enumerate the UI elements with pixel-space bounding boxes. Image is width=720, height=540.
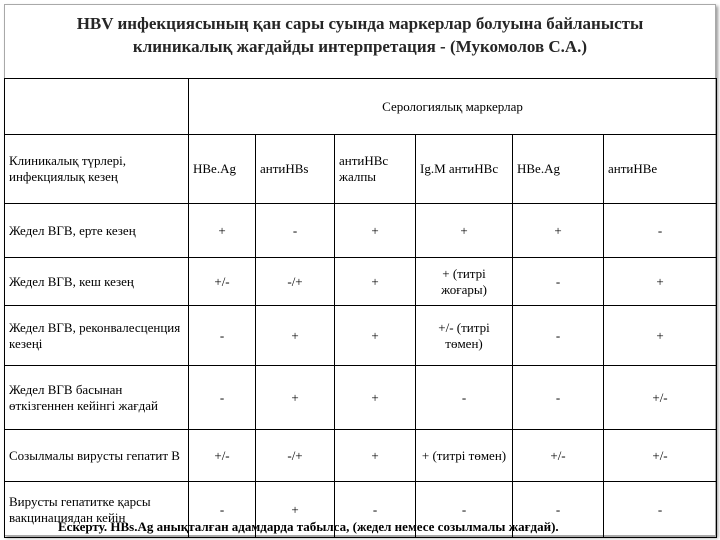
value-cell: + (титрі жоғары) bbox=[416, 258, 513, 306]
stage-cell: Вирусты гепатитке қарсы вакцинациядан кейін bbox=[5, 482, 189, 538]
value-cell: + bbox=[335, 366, 416, 430]
value-cell: - bbox=[513, 366, 604, 430]
table-row bbox=[5, 306, 717, 366]
column-header-antihbe: антиHBe bbox=[604, 135, 717, 204]
value-cell: +/- (титрі төмен) bbox=[416, 306, 513, 366]
value-cell: + bbox=[513, 204, 604, 258]
value-cell: -/+ bbox=[256, 258, 335, 306]
column-header-antihbs: антиHBs bbox=[256, 135, 335, 204]
title-line-2: клиникалық жағдайды интерпретация - (Мукомолов С.А.) bbox=[132, 37, 588, 56]
column-header-row bbox=[5, 135, 717, 204]
stage-cell: Жедел ВГВ, кеш кезең bbox=[5, 258, 189, 306]
column-header-igm-antihbc: Ig.M антиHBc bbox=[416, 135, 513, 204]
footnote: Ескерту. HBs.Ag анықталған адамдарда табылса, (жедел немесе созылмалы жағдай). bbox=[58, 519, 559, 534]
value-cell: - bbox=[513, 306, 604, 366]
stage-cell: Жедел ВГВ, реконвалесценция кезеңі bbox=[5, 306, 189, 366]
table-row bbox=[5, 204, 717, 258]
title-line-1: HBV инфекциясының қан сары суында маркерлар болуына байланысты bbox=[76, 14, 644, 33]
column-header-hbeag-2: HBe.Ag bbox=[513, 135, 604, 204]
value-cell: - bbox=[189, 482, 256, 538]
value-cell: - bbox=[604, 204, 717, 258]
value-cell: + bbox=[604, 306, 717, 366]
group-header: Серологиялық маркерлар bbox=[189, 79, 717, 135]
value-cell: + bbox=[604, 258, 717, 306]
value-cell: + bbox=[416, 204, 513, 258]
stage-cell: Созылмалы вирусты гепатит В bbox=[5, 430, 189, 482]
value-cell: + bbox=[189, 204, 256, 258]
value-cell: + bbox=[335, 306, 416, 366]
value-cell: - bbox=[189, 366, 256, 430]
stage-cell: Жедел ВГВ басынан өткізгеннен кейінгі жағдай bbox=[5, 366, 189, 430]
value-cell: - bbox=[513, 258, 604, 306]
value-cell: +/- bbox=[513, 430, 604, 482]
header-empty-cell bbox=[5, 79, 189, 135]
value-cell: +/- bbox=[189, 258, 256, 306]
value-cell: - bbox=[335, 482, 416, 538]
value-cell: + bbox=[335, 430, 416, 482]
column-header-stage: Клиникалық түрлері, инфекциялық кезең bbox=[5, 135, 189, 204]
value-cell: - bbox=[416, 366, 513, 430]
table-row bbox=[5, 366, 717, 430]
value-cell: + bbox=[335, 204, 416, 258]
value-cell: + (титрі төмен) bbox=[416, 430, 513, 482]
value-cell: + bbox=[335, 258, 416, 306]
value-cell: +/- bbox=[189, 430, 256, 482]
value-cell: - bbox=[416, 482, 513, 538]
markers-table bbox=[4, 78, 717, 538]
value-cell: +/- bbox=[604, 366, 717, 430]
value-cell: - bbox=[256, 204, 335, 258]
group-header-row bbox=[5, 79, 717, 135]
value-cell: + bbox=[256, 482, 335, 538]
value-cell: -/+ bbox=[256, 430, 335, 482]
column-header-hbeag: HBe.Ag bbox=[189, 135, 256, 204]
value-cell: - bbox=[189, 306, 256, 366]
table-row bbox=[5, 430, 717, 482]
value-cell: - bbox=[513, 482, 604, 538]
value-cell: + bbox=[256, 366, 335, 430]
value-cell: - bbox=[604, 482, 717, 538]
column-header-antihbc-total: антиHBc жалпы bbox=[335, 135, 416, 204]
value-cell: +/- bbox=[604, 430, 717, 482]
table-row bbox=[5, 258, 717, 306]
slide-title bbox=[20, 12, 700, 58]
stage-cell: Жедел ВГВ, ерте кезең bbox=[5, 204, 189, 258]
value-cell: + bbox=[256, 306, 335, 366]
